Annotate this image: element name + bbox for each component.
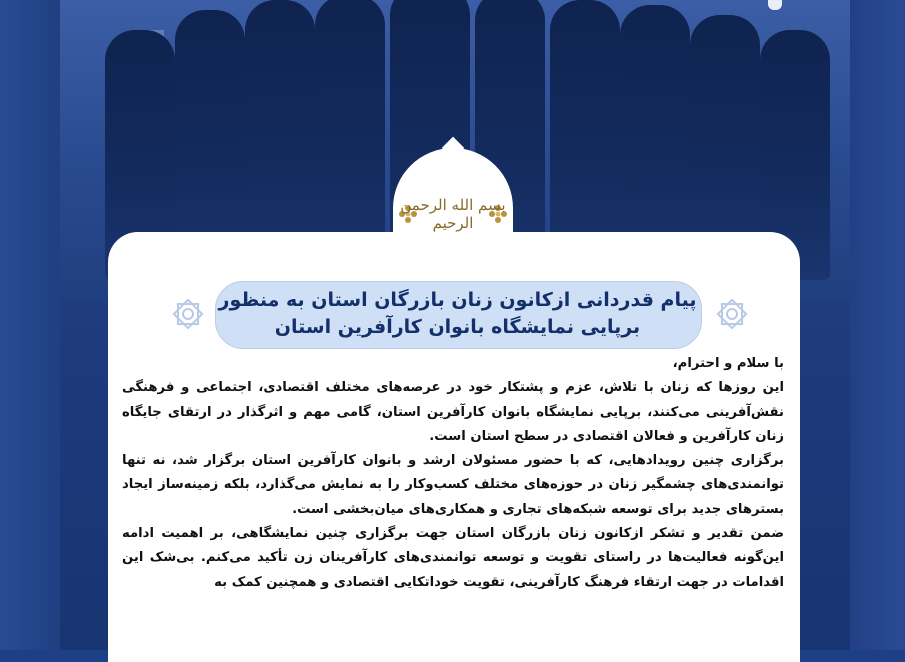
frame-left — [0, 0, 60, 650]
greeting: با سلام و احترام، — [672, 356, 784, 371]
bismillah-calligraphy: بسم الله الرحمن الرحیم — [400, 196, 506, 232]
page-title — [215, 287, 700, 341]
title-line-1: پیام قدردانی ازکانون زنان بازرگان استان به منظور — [218, 289, 697, 311]
body-paragraph: برگزاری چنین رویدادهایی، که با حضور مسئولان ارشد و بانوان کارآفرین استان برگزار شد، نه تنها توانمندی‌های چشمگیر زنان در حوزه‌های مختلف کسب‌وکار را به نمایش می‌گذارد، بلکه زمینه‌ساز ایجاد بسترهای جدید برای توسعه شبکه‌های تجاری و همکاری‌های میان‌بخشی است. — [122, 453, 784, 517]
logo-mark — [768, 0, 782, 10]
frame-right — [850, 0, 905, 650]
geometric-ornament-icon — [166, 292, 210, 336]
geometric-ornament-icon — [710, 292, 754, 336]
message-body — [122, 352, 784, 595]
title-line-2: برپایی نمایشگاه بانوان کارآفرین استان — [274, 316, 641, 338]
body-paragraph: این روزها که زنان با تلاش، عزم و پشتکار خود در عرصه‌های مختلف اقتصادی، اجتماعی و فرهنگی نقش‌آفرینی می‌کنند، برپایی نمایشگاه بانوان کارآفرین استان، گامی مهم و اثرگذار در ارتقای جایگاه زنان کارآفرین و فعالان اقتصادی در سطح استان است. — [122, 380, 784, 444]
body-paragraph: ضمن تقدیر و تشکر ازکانون زنان بازرگان استان جهت برگزاری چنین نمایشگاهی، بر اهمیت ادامه این‌گونه فعالیت‌ها در راستای تقویت و توسعه توانمندی‌های کارآفرینان زن تأکید می‌کنم. بی‌شک این اقدامات در جهت ارتقاء فرهنگ کارآفرینی، تقویت خوداتکایی اقتصادی و همچنین کمک به — [122, 526, 784, 590]
